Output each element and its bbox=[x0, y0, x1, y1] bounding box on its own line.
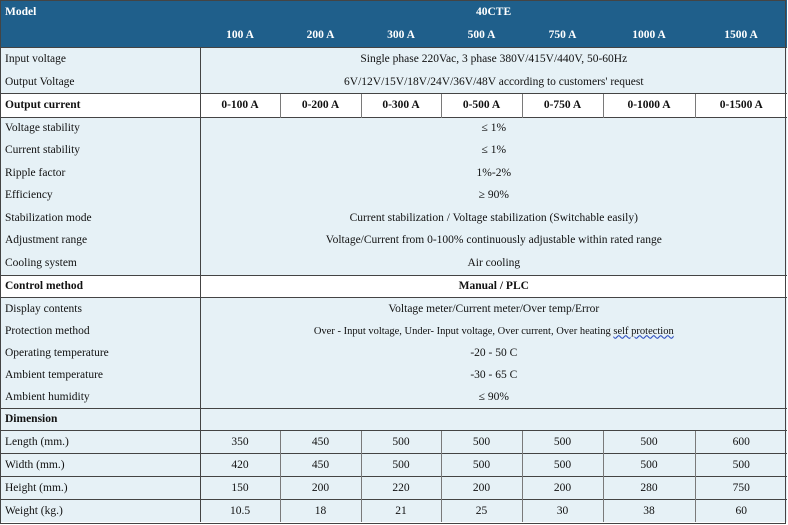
row-value bbox=[200, 320, 787, 342]
model-col: 200 A bbox=[280, 24, 361, 47]
current-cell: 0-100 A bbox=[200, 93, 280, 117]
table-row bbox=[0, 71, 787, 93]
model-col: 1500 A bbox=[695, 24, 787, 47]
table-row bbox=[0, 117, 787, 139]
row-label: Ambient humidity bbox=[0, 386, 200, 408]
row-label: Weight (kg.) bbox=[0, 499, 200, 522]
row-value: -30 - 65 C bbox=[200, 364, 787, 386]
model-col: 300 A bbox=[361, 24, 441, 47]
row-value: ≤ 1% bbox=[200, 139, 787, 161]
row-label: Input voltage bbox=[0, 47, 200, 71]
table-row bbox=[0, 320, 787, 342]
dim-cell: 38 bbox=[603, 499, 695, 522]
row-label: Stabilization mode bbox=[0, 206, 200, 229]
dim-cell: 150 bbox=[200, 476, 280, 499]
row-label: Operating temperature bbox=[0, 342, 200, 364]
dim-cell: 500 bbox=[441, 430, 522, 453]
row-label: Ambient temperature bbox=[0, 364, 200, 386]
row-label: Height (mm.) bbox=[0, 476, 200, 499]
dim-cell: 500 bbox=[361, 430, 441, 453]
table-row bbox=[0, 499, 787, 522]
row-value: ≤ 1% bbox=[200, 117, 787, 139]
model-col: 500 A bbox=[441, 24, 522, 47]
row-label: Dimension bbox=[0, 408, 200, 430]
table-row-output-current bbox=[0, 93, 787, 117]
header-row-model bbox=[0, 0, 787, 24]
row-value: Air cooling bbox=[200, 251, 787, 275]
dim-cell: 450 bbox=[280, 453, 361, 476]
current-cell: 0-200 A bbox=[280, 93, 361, 117]
row-label: Output current bbox=[0, 93, 200, 117]
row-label: Display contents bbox=[0, 297, 200, 320]
row-label: Output Voltage bbox=[0, 71, 200, 93]
table-row bbox=[0, 476, 787, 499]
current-cell: 0-750 A bbox=[522, 93, 603, 117]
current-cell: 0-1000 A bbox=[603, 93, 695, 117]
current-cell: 0-1500 A bbox=[695, 93, 787, 117]
header-row-ratings bbox=[0, 24, 787, 47]
row-label: Protection method bbox=[0, 320, 200, 342]
table-row bbox=[0, 364, 787, 386]
protection-text: Over - Input voltage, Under- Input voltage, Over current, Over heating bbox=[313, 325, 614, 337]
row-label: Length (mm.) bbox=[0, 430, 200, 453]
dim-cell: 500 bbox=[441, 453, 522, 476]
dim-cell: 600 bbox=[695, 430, 787, 453]
table-row bbox=[0, 251, 787, 275]
table-row bbox=[0, 229, 787, 251]
model-col: 1000 A bbox=[603, 24, 695, 47]
dim-cell: 450 bbox=[280, 430, 361, 453]
row-label: Width (mm.) bbox=[0, 453, 200, 476]
row-value: Single phase 220Vac, 3 phase 380V/415V/440V, 50-60Hz bbox=[200, 47, 787, 71]
dim-cell: 500 bbox=[522, 453, 603, 476]
model-name: 40CTE bbox=[200, 0, 787, 24]
table-row bbox=[0, 297, 787, 320]
dim-cell: 500 bbox=[522, 430, 603, 453]
current-cell: 0-500 A bbox=[441, 93, 522, 117]
dim-cell: 500 bbox=[361, 453, 441, 476]
dim-cell: 500 bbox=[603, 430, 695, 453]
table-row bbox=[0, 453, 787, 476]
current-cell: 0-300 A bbox=[361, 93, 441, 117]
table-row bbox=[0, 342, 787, 364]
table-row-control-method bbox=[0, 275, 787, 297]
dim-cell: 500 bbox=[695, 453, 787, 476]
model-col: 750 A bbox=[522, 24, 603, 47]
row-value: 1%-2% bbox=[200, 161, 787, 184]
model-col: 100 A bbox=[200, 24, 280, 47]
table-row bbox=[0, 430, 787, 453]
row-value: Current stabilization / Voltage stabilization (Switchable easily) bbox=[200, 206, 787, 229]
row-value: Voltage/Current from 0-100% continuously adjustable within rated range bbox=[200, 229, 787, 251]
table-row bbox=[0, 206, 787, 229]
dim-cell: 750 bbox=[695, 476, 787, 499]
dim-cell: 200 bbox=[441, 476, 522, 499]
dim-cell: 220 bbox=[361, 476, 441, 499]
table-row-dimension bbox=[0, 408, 787, 430]
dim-cell: 18 bbox=[280, 499, 361, 522]
model-label: Model bbox=[0, 0, 200, 24]
dim-cell: 280 bbox=[603, 476, 695, 499]
dim-cell: 200 bbox=[522, 476, 603, 499]
table-row bbox=[0, 47, 787, 71]
dim-cell: 30 bbox=[522, 499, 603, 522]
dim-cell: 60 bbox=[695, 499, 787, 522]
protection-text-tail: self protection bbox=[613, 325, 674, 337]
row-value: ≤ 90% bbox=[200, 386, 787, 408]
row-value: 6V/12V/15V/18V/24V/36V/48V according to customers' request bbox=[200, 71, 787, 93]
dim-cell: 420 bbox=[200, 453, 280, 476]
dim-cell: 500 bbox=[603, 453, 695, 476]
row-value: Manual / PLC bbox=[200, 275, 787, 297]
row-value: Voltage meter/Current meter/Over temp/Error bbox=[200, 297, 787, 320]
row-label: Current stability bbox=[0, 139, 200, 161]
row-label: Cooling system bbox=[0, 251, 200, 275]
dim-cell: 350 bbox=[200, 430, 280, 453]
row-label: Voltage stability bbox=[0, 117, 200, 139]
row-label: Ripple factor bbox=[0, 161, 200, 184]
dim-cell: 21 bbox=[361, 499, 441, 522]
table-row bbox=[0, 386, 787, 408]
table-row bbox=[0, 161, 787, 184]
row-value: -20 - 50 C bbox=[200, 342, 787, 364]
row-value: ≥ 90% bbox=[200, 184, 787, 206]
dim-cell: 10.5 bbox=[200, 499, 280, 522]
dim-cell: 25 bbox=[441, 499, 522, 522]
row-label: Adjustment range bbox=[0, 229, 200, 251]
dim-cell: 200 bbox=[280, 476, 361, 499]
table-row bbox=[0, 184, 787, 206]
row-label: Control method bbox=[0, 275, 200, 297]
table-row bbox=[0, 139, 787, 161]
row-label: Efficiency bbox=[0, 184, 200, 206]
